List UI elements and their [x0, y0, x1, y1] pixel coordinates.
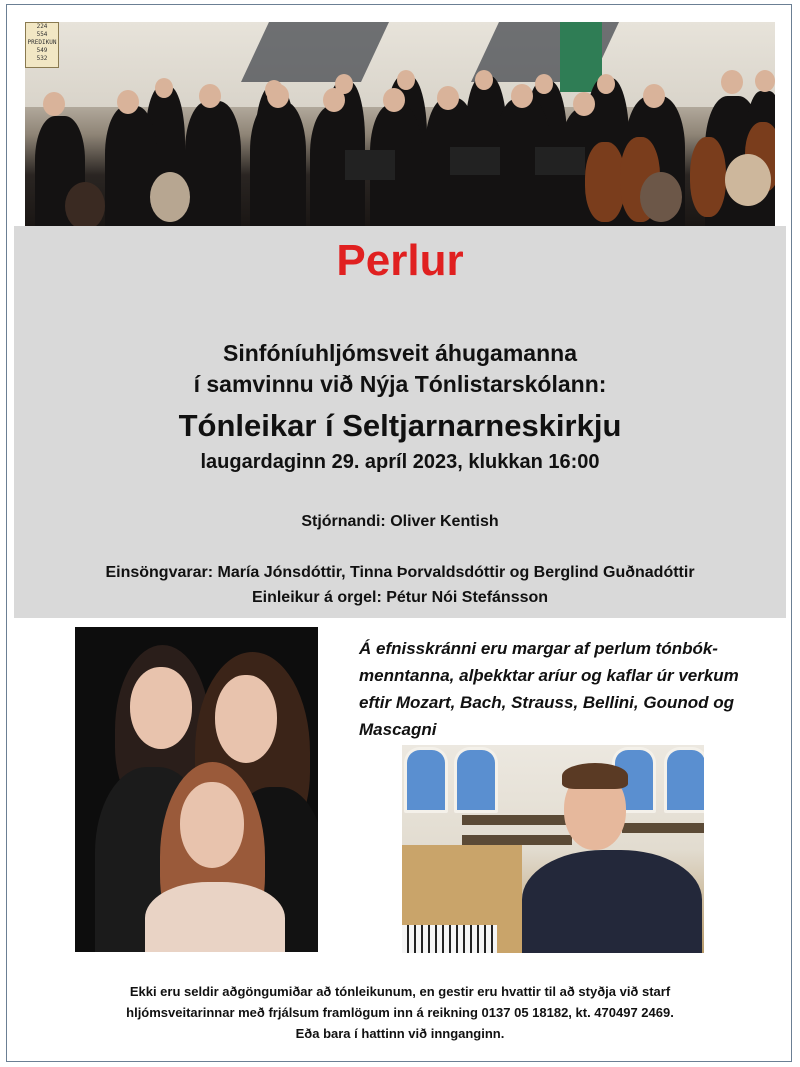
pew	[462, 835, 572, 845]
organist-hair	[562, 763, 628, 789]
musician-head	[43, 92, 65, 116]
music-stand	[450, 147, 500, 175]
musician	[105, 106, 157, 226]
hymn-board-line: 554	[36, 31, 48, 38]
concert-datetime: laugardaginn 29. apríl 2023, klukkan 16:00	[200, 451, 600, 473]
footer-line: Eða bara í hattinn við innganginn.	[295, 1026, 505, 1041]
musician-head	[117, 90, 139, 114]
church-window	[454, 747, 498, 813]
hymn-board-line: 532	[36, 55, 48, 62]
musician-head	[397, 70, 415, 90]
organist-photo	[402, 745, 704, 953]
audience-head	[65, 182, 105, 226]
poster-title: Perlur	[336, 236, 464, 285]
cello	[690, 137, 726, 217]
hymn-board	[25, 22, 59, 68]
musician-head	[597, 74, 615, 94]
musician-head	[573, 92, 595, 116]
church-window	[664, 747, 704, 813]
soloists-line: Einsöngvarar: María Jónsdóttir, Tinna Þorvaldsdóttir og Berglind Guðnadóttir	[105, 564, 695, 581]
footer-line: Ekki eru seldir aðgöngumiðar að tónleikunum, en gestir eru hvattir til að styðja við starf	[129, 984, 671, 999]
cello	[585, 142, 625, 222]
hymn-board-line: PREDIKUN	[27, 39, 57, 46]
singer-face	[215, 675, 277, 763]
footer-line: hljómsveitarinnar með frjálsum framlögum inn á reikning 0137 05 18182, kt. 470497 2469.	[126, 1005, 674, 1020]
orchestra-photo	[25, 22, 775, 226]
musician-head	[155, 78, 173, 98]
conductor-line: Stjórnandi: Oliver Kentish	[301, 513, 499, 530]
musician-head	[323, 88, 345, 112]
audience-head	[640, 172, 682, 222]
pew	[462, 815, 572, 825]
church-window	[404, 747, 448, 813]
musician	[250, 101, 306, 226]
concert-title: Tónleikar í Seltjarnarneskirkju	[178, 408, 622, 443]
musician-head	[383, 88, 405, 112]
singer-face	[130, 667, 192, 749]
organ-soloist-line: Einleikur á orgel: Pétur Nói Stefánsson	[251, 589, 549, 606]
musician-head	[643, 84, 665, 108]
music-stand	[345, 150, 395, 180]
musician-head	[475, 70, 493, 90]
hymn-board-line: 224	[36, 23, 48, 30]
audience-head	[150, 172, 190, 222]
musician-head	[755, 70, 775, 92]
musician-head	[535, 74, 553, 94]
pew	[622, 823, 704, 833]
singers-photo	[75, 627, 318, 952]
musician-head	[721, 70, 743, 94]
collaboration-line: í samvinnu við Nýja Tónlistarskólann:	[193, 371, 607, 397]
musician-head	[199, 84, 221, 108]
orchestra-name: Sinfóníuhljómsveit áhugamanna	[223, 340, 577, 366]
audience-head	[725, 154, 771, 206]
musician-head	[437, 86, 459, 110]
hymn-board-line: 549	[36, 47, 48, 54]
organ-keyboard	[402, 925, 497, 953]
music-stand	[535, 147, 585, 175]
musician	[185, 101, 241, 226]
musician-head	[511, 84, 533, 108]
musician-head	[267, 84, 289, 108]
organist-sweater	[522, 850, 702, 953]
singer-face	[180, 782, 244, 868]
singer-shoulders	[145, 882, 285, 952]
program-description: Á efnisskránni eru margar af perlum tónbók-menntanna, alþekktar aríur og kaflar úr verkum eftir Mozart, Bach, Strauss, Bellini, Gounod og Mascagni	[359, 639, 739, 739]
